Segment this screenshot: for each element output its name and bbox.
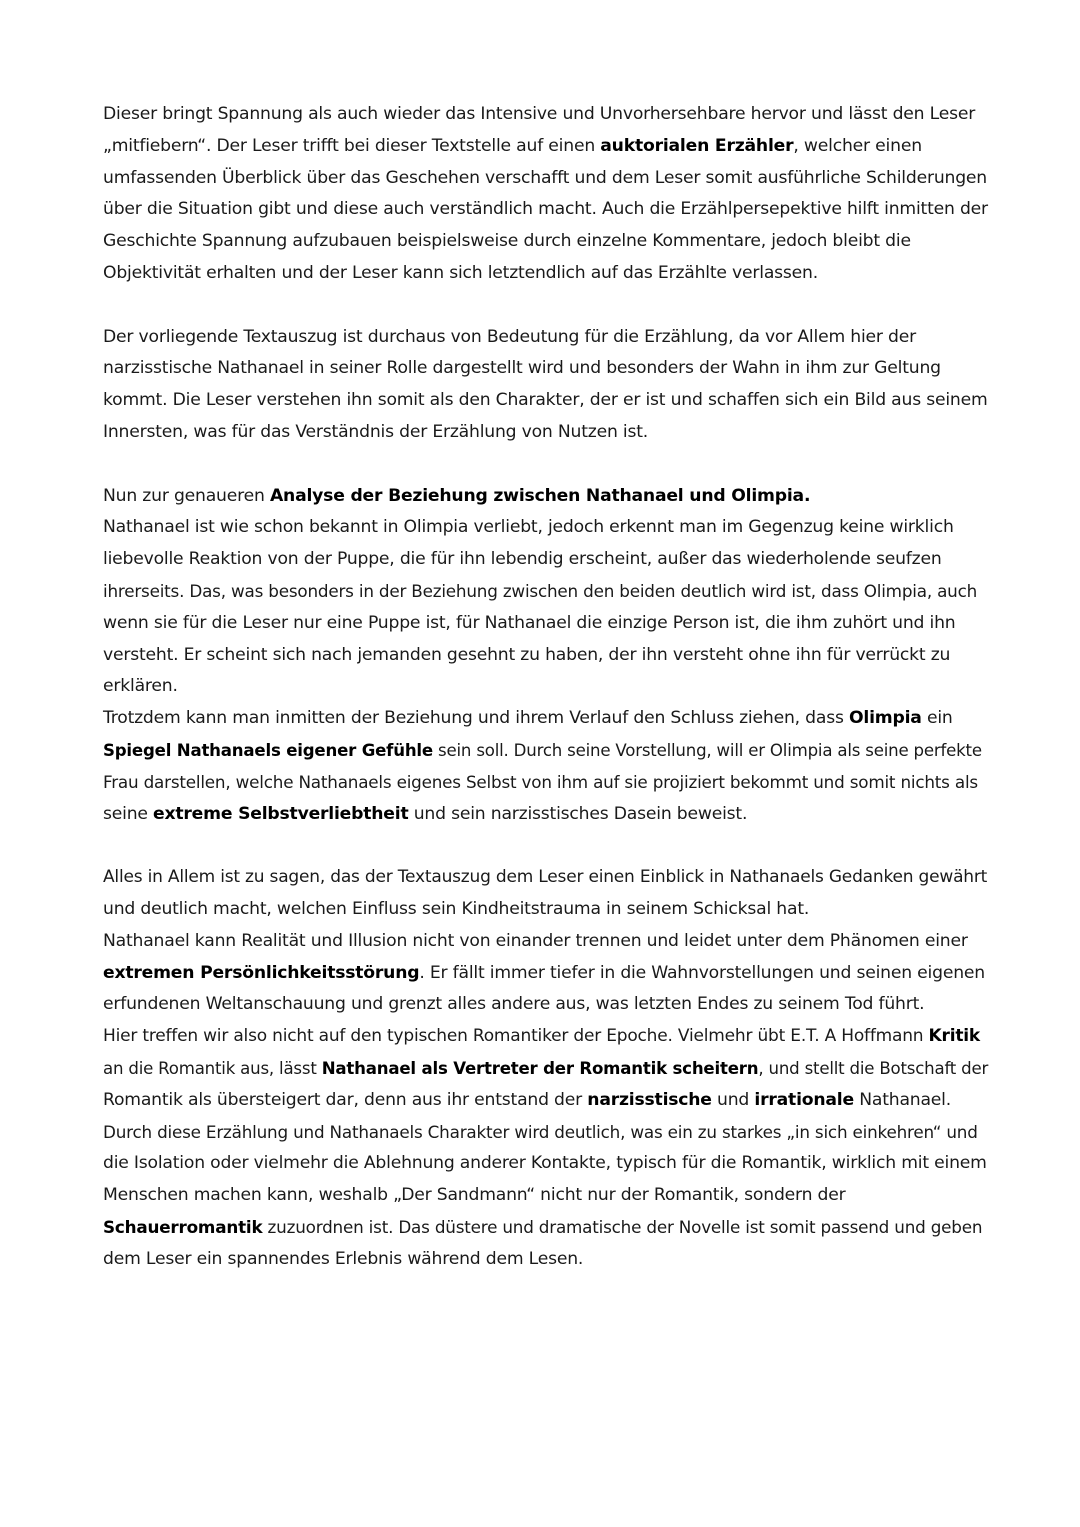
text-line bbox=[103, 703, 988, 735]
bold-text: auktorialen Erzähler bbox=[600, 135, 794, 156]
text-line bbox=[103, 735, 988, 767]
text-line bbox=[103, 989, 988, 1021]
text-line bbox=[103, 131, 988, 163]
text-run: ihrerseits. Das, was besonders in der Beziehung zwischen den beiden deutlich wird ist, dass Olimpia, auch bbox=[103, 580, 978, 601]
text-line bbox=[103, 1117, 988, 1149]
text-run: Nathanael kann Realität und Illusion nicht von einander trennen und leidet unter dem Phänomen einer bbox=[103, 930, 968, 951]
paragraph-gap bbox=[103, 830, 988, 862]
text-line bbox=[103, 417, 988, 449]
text-run: Innersten, was für das Verständnis der Erzählung von Nutzen ist. bbox=[103, 421, 649, 442]
text-run: Hier treffen wir also nicht auf den typischen Romantiker der Epoche. Vielmehr übt E.T. A Hoffmann bbox=[103, 1026, 929, 1047]
text-line bbox=[103, 163, 988, 195]
text-run: Nathanael ist wie schon bekannt in Olimpia verliebt, jedoch erkennt man im Gegenzug keine wirklich bbox=[103, 517, 954, 538]
text-run: und bbox=[711, 1089, 755, 1110]
text-run: über die Situation gibt und diese auch verständlich macht. Auch die Erzählpersepektive hilft inmitten der bbox=[103, 199, 988, 220]
paragraph bbox=[103, 99, 988, 290]
text-line bbox=[103, 1244, 988, 1276]
text-run: , welcher einen bbox=[793, 135, 922, 156]
text-run: umfassenden Überblick über das Geschehen verschafft und dem Leser somit ausführliche Schilderungen bbox=[103, 167, 987, 188]
text-run: Nathanael. bbox=[853, 1089, 952, 1110]
paragraph bbox=[103, 862, 988, 1275]
text-line bbox=[103, 544, 988, 576]
text-run: erfundenen Weltanschauung und grenzt alles andere aus, was letzten Endes zu seinem Tod führt. bbox=[103, 994, 925, 1015]
text-run: und sein narzisstisches Dasein beweist. bbox=[408, 803, 748, 824]
text-line bbox=[103, 512, 988, 544]
text-line bbox=[103, 1212, 988, 1244]
text-run: erklären. bbox=[103, 676, 178, 697]
paragraph bbox=[103, 481, 988, 831]
text-run: , und stellt die Botschaft der bbox=[758, 1058, 989, 1078]
bold-text: Kritik bbox=[928, 1026, 980, 1047]
text-line bbox=[103, 799, 988, 831]
text-run: Dieser bringt Spannung als auch wieder das Intensive und Unvorhersehbare hervor und lässt den Leser bbox=[103, 104, 976, 124]
text-line bbox=[103, 385, 988, 417]
bold-text: narzisstische bbox=[587, 1089, 712, 1110]
text-run: ein bbox=[921, 708, 953, 729]
document-body bbox=[103, 99, 988, 1275]
text-line bbox=[103, 1053, 988, 1085]
text-run: die Isolation oder vielmehr die Ablehnung anderer Kontakte, typisch für die Romantik, wirklich mit einem bbox=[103, 1153, 987, 1174]
text-run: liebevolle Reaktion von der Puppe, die für ihn lebendig erscheint, außer das wiederholende seufzen bbox=[103, 549, 942, 570]
text-run: dem Leser ein spannendes Erlebnis während dem Lesen. bbox=[103, 1248, 584, 1269]
bold-text: extremen Persönlichkeitsstörung bbox=[103, 962, 420, 983]
text-line bbox=[103, 1021, 988, 1053]
text-line bbox=[103, 894, 988, 926]
text-line bbox=[103, 1148, 988, 1180]
paragraph bbox=[103, 322, 988, 449]
text-run: an die Romantik aus, lässt bbox=[103, 1058, 322, 1078]
text-run: wenn sie für die Leser nur eine Puppe ist, für Nathanael die einzige Person ist, die ihm zuhört und ihn bbox=[103, 612, 956, 633]
text-line bbox=[103, 926, 988, 958]
text-run: Alles in Allem ist zu sagen, das der Textauszug dem Leser einen Einblick in Nathanaels Gedanken gewährt bbox=[103, 867, 988, 888]
bold-text: irrationale bbox=[754, 1089, 854, 1110]
text-line bbox=[103, 194, 988, 226]
text-line bbox=[103, 640, 988, 672]
text-run: Der vorliegende Textauszug ist durchaus von Bedeutung für die Erzählung, da vor Allem hier der bbox=[103, 326, 916, 347]
bold-text: Olimpia bbox=[848, 708, 922, 729]
text-line bbox=[103, 258, 988, 290]
text-run: seine bbox=[103, 803, 154, 824]
text-run: zuzuordnen ist. Das düstere und dramatische der Novelle ist somit passend und geben bbox=[262, 1216, 983, 1237]
text-run: sein soll. Durch seine Vorstellung, will er Olimpia als seine perfekte bbox=[432, 740, 982, 760]
text-line bbox=[103, 322, 988, 354]
text-line bbox=[103, 1180, 988, 1212]
text-line bbox=[103, 1085, 988, 1117]
text-line bbox=[103, 958, 988, 990]
text-run: „mitfiebern“. Der Leser trifft bei dieser Textstelle auf einen bbox=[103, 135, 601, 156]
text-run: kommt. Die Leser verstehen ihn somit als den Charakter, der er ist und schaffen sich ein Bild aus seinem bbox=[103, 390, 988, 411]
text-run: Trotzdem kann man inmitten der Beziehung und ihrem Verlauf den Schluss ziehen, dass bbox=[103, 708, 849, 729]
text-line bbox=[103, 767, 988, 799]
text-line bbox=[103, 608, 988, 640]
text-run: Objektivität erhalten und der Leser kann sich letztendlich auf das Erzählte verlassen. bbox=[103, 262, 819, 283]
text-line bbox=[103, 862, 988, 894]
bold-text: Schauerromantik bbox=[103, 1216, 263, 1237]
text-run: Romantik als übersteigert dar, denn aus ihr entstand der bbox=[103, 1089, 588, 1110]
text-run: Nun zur genaueren bbox=[103, 485, 270, 506]
text-line bbox=[103, 99, 988, 131]
text-line bbox=[103, 576, 988, 608]
bold-text: Spiegel Nathanaels eigener Gefühle bbox=[103, 740, 433, 760]
bold-text: Analyse der Beziehung zwischen Nathanael und Olimpia. bbox=[269, 485, 811, 506]
text-line bbox=[103, 353, 988, 385]
text-run: Durch diese Erzählung und Nathanaels Charakter wird deutlich, was ein zu starkes „in sich einkehren“ und bbox=[103, 1121, 978, 1142]
text-run: Frau darstellen, welche Nathanaels eigenes Selbst von ihm auf sie projiziert bekommt und somit nichts als bbox=[103, 771, 978, 792]
text-run: narzisstische Nathanael in seiner Rolle dargestellt wird und besonders der Wahn in ihm zur Geltung bbox=[103, 358, 941, 379]
text-run: Menschen machen kann, weshalb „Der Sandmann“ nicht nur der Romantik, sondern der bbox=[103, 1185, 846, 1206]
text-run: und deutlich macht, welchen Einfluss sein Kindheitstrauma in seinem Schicksal hat. bbox=[103, 898, 810, 919]
bold-text: extreme Selbstverliebtheit bbox=[153, 803, 409, 824]
text-line bbox=[103, 671, 988, 703]
text-run: versteht. Er scheint sich nach jemanden gesehnt zu haben, der ihn versteht ohne ihn für verrückt zu bbox=[103, 644, 951, 665]
text-line bbox=[103, 481, 988, 513]
text-line bbox=[103, 226, 988, 258]
text-run: Geschichte Spannung aufzubauen beispielsweise durch einzelne Kommentare, jedoch bleibt die bbox=[103, 231, 911, 252]
paragraph-gap bbox=[103, 449, 988, 481]
paragraph-gap bbox=[103, 290, 988, 322]
text-run: . Er fällt immer tiefer in die Wahnvorstellungen und seinen eigenen bbox=[419, 962, 985, 983]
bold-text: Nathanael als Vertreter der Romantik scheitern bbox=[321, 1058, 759, 1078]
